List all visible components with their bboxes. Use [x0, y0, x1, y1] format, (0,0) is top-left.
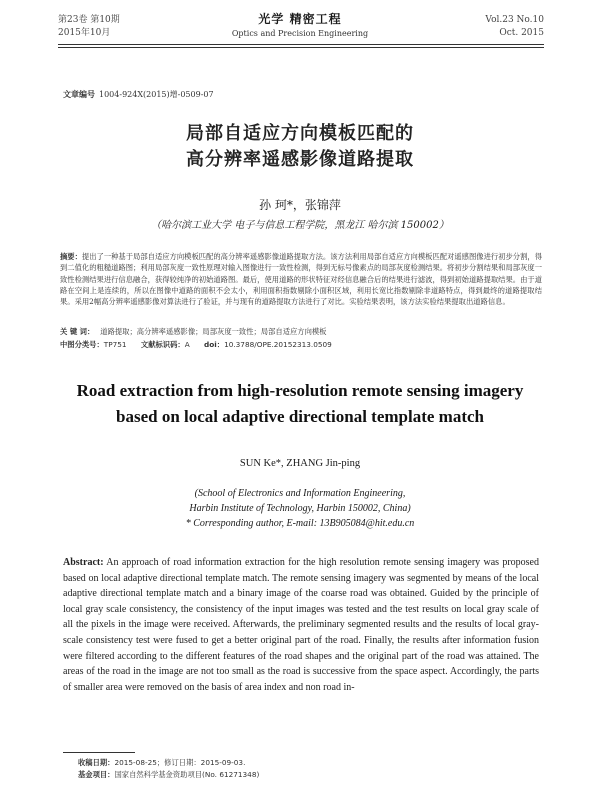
fund-label: 基金项目： — [78, 770, 115, 779]
received-label: 收稿日期： — [78, 758, 115, 767]
clc-label: 中图分类号： — [60, 340, 104, 349]
footnote — [78, 757, 259, 781]
affiliation-cn: （哈尔滨工业大学 电子与信息工程学院，黑龙江 哈尔滨 150002） — [151, 220, 449, 231]
doc-code-value: A — [184, 340, 190, 349]
abstract-en-label: Abstract: — [63, 557, 104, 568]
abstract-cn — [60, 251, 542, 307]
authors-cn: 孙 珂*，张锦萍 — [259, 198, 341, 212]
title-en-line2: based on local adaptive directional template match — [116, 407, 484, 426]
clc-value: TP751 — [103, 340, 127, 349]
header-rule-thin — [58, 47, 544, 48]
title-cn — [0, 121, 600, 173]
abstract-en — [63, 555, 539, 695]
title-cn-line2: 高分辨率遥感影像道路提取 — [186, 149, 414, 170]
doi-value: 10.3788/OPE.20152313.0509 — [224, 340, 332, 349]
article-number-value: 1004-924X(2015)增-0509-07 — [99, 90, 214, 99]
running-header-right — [485, 14, 544, 40]
received-value: 2015-08-25；修订日期：2015-09-03. — [114, 758, 246, 767]
footnote-rule — [63, 752, 135, 753]
abstract-en-text: An approach of road information extraction for the high resolution remote sensing imagery was proposed based on local adaptive directional template match. The remote sensing imagery was segmented by means of the local adaptive directional template match and a binary image of the coarse road was obtained. Guided by the principle of local gray scale consistency, the consistency of the input images was tested and the test results on local gray scale of all the pixels in the image were received. Afterwards, the preliminary segmented results and the results of local gray-scale consistency test were fused to get a better original part of the road. Finally, the results after information fusion were filtered according to the different features of the road shapes and the original part of the road was attained. The areas of the road in the image are not too small as the road is successive from the space aspect. Accordingly, the parts of smaller area were removed on the basis of area index and non road in- — [63, 557, 539, 693]
journal-name-cn: 光学 精密工程 — [258, 12, 342, 26]
affiliation-en — [0, 486, 600, 531]
corresponding-author: * Corresponding author, E-mail: 13B905084@hit.edu.cn — [185, 518, 415, 529]
header-rule — [58, 44, 544, 45]
fund-value: 国家自然科学基金资助项目(No. 61271348) — [114, 770, 260, 779]
doi-label: doi： — [204, 340, 225, 349]
affiliation-en-line1: (School of Electronics and Information Engineering, — [194, 488, 406, 499]
title-en-line1: Road extraction from high-resolution remote sensing imagery — [76, 381, 524, 400]
received-date — [78, 757, 259, 769]
title-en — [0, 378, 600, 430]
affiliation-en-line2: Harbin Institute of Technology, Harbin 150002, China) — [189, 503, 411, 514]
article-number-label: 文章编号 — [63, 89, 95, 99]
abstract-cn-label: 摘要： — [60, 252, 82, 261]
date-en: Oct. 2015 — [499, 28, 544, 38]
doc-code-label: 文献标识码： — [140, 340, 185, 349]
authors-en: SUN Ke*, ZHANG Jin-ping — [239, 458, 361, 469]
date-cn: 2015年10月 — [58, 28, 111, 38]
journal-name-en: Optics and Precision Engineering — [231, 29, 369, 38]
abstract-cn-text: 提出了一种基于局部自适应方向模板匹配的高分辨率遥感影像道路提取方法。该方法利用局部自适应方向模板匹配对遥感图像进行初步分割，得到二值化的粗糙道路图；利用局部灰度一致性原理对输入图像进行一致性检测，得到无标号像素点的局部灰度检测结果。将初步分割结果和局部灰度一致性检测结果进行信息融合，获得较纯净的初始道路图。最后，使用道路的形状特征对经信息融合后的结果进行滤波，得到初始道路提取结果。由于道路在空间上是连续的，所以在图像中道路的面积不会太小，利用面积指数剔除小面积区域，利用长宽比指数剔除非道路特点，得到最终的道路提取结果。采用2幅高分辨率遥感影像对算法进行了验证，并与现有的道路提取方法进行了对比。实验结果表明，该方法实验结果提取出道路信息。 — [60, 252, 543, 307]
volume-issue-en: Vol.23 No.10 — [485, 15, 544, 25]
title-cn-line1: 局部自适应方向模板匹配的 — [186, 123, 414, 144]
keywords-cn — [60, 326, 542, 337]
classification-line — [60, 339, 542, 350]
keywords-cn-label: 关 键 词： — [60, 327, 95, 336]
article-number — [63, 89, 214, 100]
fund-info — [78, 769, 259, 781]
keywords-cn-text: 道路提取；高分辨率遥感影像；局部灰度一致性；局部自适应方向模板 — [100, 327, 327, 336]
volume-issue-cn: 第23卷 第10期 — [58, 15, 120, 25]
